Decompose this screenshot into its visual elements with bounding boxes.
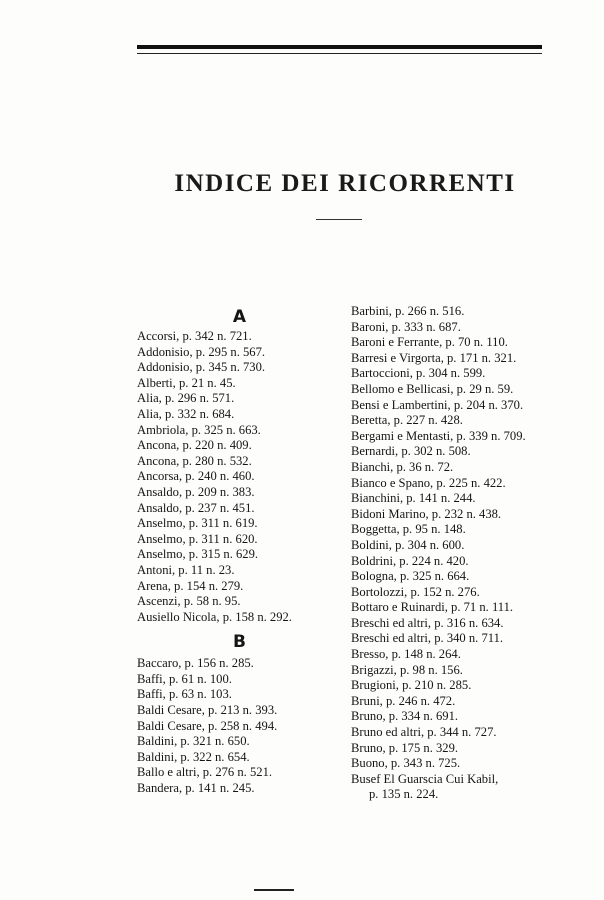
- index-entry: Bartoccioni, p. 304 n. 599.: [351, 366, 486, 381]
- index-entry: Bianchini, p. 141 n. 244.: [351, 491, 476, 506]
- index-entry-continuation: p. 135 n. 224.: [369, 787, 439, 802]
- section-letter-a: A: [232, 307, 247, 327]
- index-entry: Baroni e Ferrante, p. 70 n. 110.: [351, 335, 508, 350]
- section-letter-b: B: [233, 632, 246, 653]
- index-entry: Baldi Cesare, p. 213 n. 393.: [137, 703, 278, 718]
- index-entry: Bottaro e Ruinardi, p. 71 n. 111.: [351, 600, 514, 615]
- index-entry: Bergami e Mentasti, p. 339 n. 709.: [351, 428, 526, 443]
- index-entry: Brigazzi, p. 98 n. 156.: [351, 662, 463, 677]
- index-entry: Bruno, p. 175 n. 329.: [351, 740, 459, 755]
- index-entry: Bologna, p. 325 n. 664.: [351, 569, 470, 584]
- top-thick-rule: [137, 45, 542, 49]
- index-entry: Accorsi, p. 342 n. 721.: [137, 329, 252, 343]
- index-entry: Ancona, p. 220 n. 409.: [137, 438, 252, 453]
- index-entry: Baccaro, p. 156 n. 285.: [137, 656, 254, 671]
- index-entry: Beretta, p. 227 n. 428.: [351, 413, 463, 428]
- index-entry: Ausiello Nicola, p. 158 n. 292.: [137, 609, 292, 624]
- index-entry: Brugioni, p. 210 n. 285.: [351, 678, 472, 693]
- index-entry: Busef El Guarscia Cui Kabil,: [351, 771, 499, 786]
- index-entry: Antoni, p. 11 n. 23.: [137, 562, 235, 577]
- index-entry: Baffi, p. 61 n. 100.: [137, 671, 232, 686]
- index-entry: Bensi e Lambertini, p. 204 n. 370.: [351, 397, 524, 412]
- index-entry: Bruno ed altri, p. 344 n. 727.: [351, 725, 497, 740]
- index-entry: Ansaldo, p. 209 n. 383.: [137, 484, 255, 499]
- index-entry: Alia, p. 332 n. 684.: [137, 406, 235, 421]
- bottom-rule: [254, 889, 294, 891]
- index-entry: Boldini, p. 304 n. 600.: [351, 537, 465, 552]
- index-entry: Baffi, p. 63 n. 103.: [137, 687, 232, 702]
- index-entry: Barresi e Virgorta, p. 171 n. 321.: [351, 350, 517, 365]
- index-entry: Ambriola, p. 325 n. 663.: [137, 422, 261, 437]
- top-thin-rule: [137, 53, 542, 54]
- index-entry: Bruno, p. 334 n. 691.: [351, 709, 459, 724]
- index-entry: Breschi ed altri, p. 340 n. 711.: [351, 631, 504, 646]
- index-entry: Alberti, p. 21 n. 45.: [137, 375, 236, 390]
- index-entry: Addonisio, p. 345 n. 730.: [137, 360, 266, 375]
- index-entry: Ballo e altri, p. 276 n. 521.: [137, 765, 273, 780]
- index-entry: Ascenzi, p. 58 n. 95.: [137, 594, 241, 609]
- index-entry: Bandera, p. 141 n. 245.: [137, 781, 255, 796]
- index-entry: Baroni, p. 333 n. 687.: [351, 319, 461, 334]
- index-entry: Arena, p. 154 n. 279.: [137, 578, 244, 593]
- index-entry: Ancorsa, p. 240 n. 460.: [137, 469, 255, 484]
- index-entry: Boldrini, p. 224 n. 420.: [351, 553, 469, 568]
- index-column-left: [137, 306, 342, 797]
- index-entry: Bortolozzi, p. 152 n. 276.: [351, 584, 480, 599]
- index-entry: Bruni, p. 246 n. 472.: [351, 693, 456, 708]
- index-entry: Anselmo, p. 311 n. 620.: [137, 531, 258, 546]
- index-entry: Bianchi, p. 36 n. 72.: [351, 459, 454, 474]
- title-underline: [316, 219, 362, 220]
- index-entry: Bidoni Marino, p. 232 n. 438.: [351, 506, 502, 521]
- index-entry: Baldini, p. 322 n. 654.: [137, 749, 250, 764]
- index-entry: Bellomo e Bellicasi, p. 29 n. 59.: [351, 381, 514, 396]
- index-entry: Ansaldo, p. 237 n. 451.: [137, 500, 255, 515]
- index-column-right: [351, 304, 551, 803]
- index-entry: Anselmo, p. 311 n. 619.: [137, 516, 258, 531]
- index-entry: Ancona, p. 280 n. 532.: [137, 453, 252, 468]
- index-entry: Buono, p. 343 n. 725.: [351, 756, 461, 771]
- index-entry: Bernardi, p. 302 n. 508.: [351, 444, 471, 459]
- index-entry: Bianco e Spano, p. 225 n. 422.: [351, 475, 506, 490]
- index-entry: Boggetta, p. 95 n. 148.: [351, 522, 466, 537]
- index-entry: Breschi ed altri, p. 316 n. 634.: [351, 615, 504, 630]
- index-entry: Baldini, p. 321 n. 650.: [137, 734, 250, 749]
- index-entry: Barbini, p. 266 n. 516.: [351, 304, 465, 318]
- index-entry: Baldi Cesare, p. 258 n. 494.: [137, 718, 278, 733]
- index-entry: Alia, p. 296 n. 571.: [137, 391, 235, 406]
- index-entry: Bresso, p. 148 n. 264.: [351, 647, 461, 662]
- index-entry: Addonisio, p. 295 n. 567.: [137, 344, 266, 359]
- page-title: INDICE DEI RICORRENTI: [174, 170, 516, 197]
- index-entry: Anselmo, p. 315 n. 629.: [137, 547, 259, 562]
